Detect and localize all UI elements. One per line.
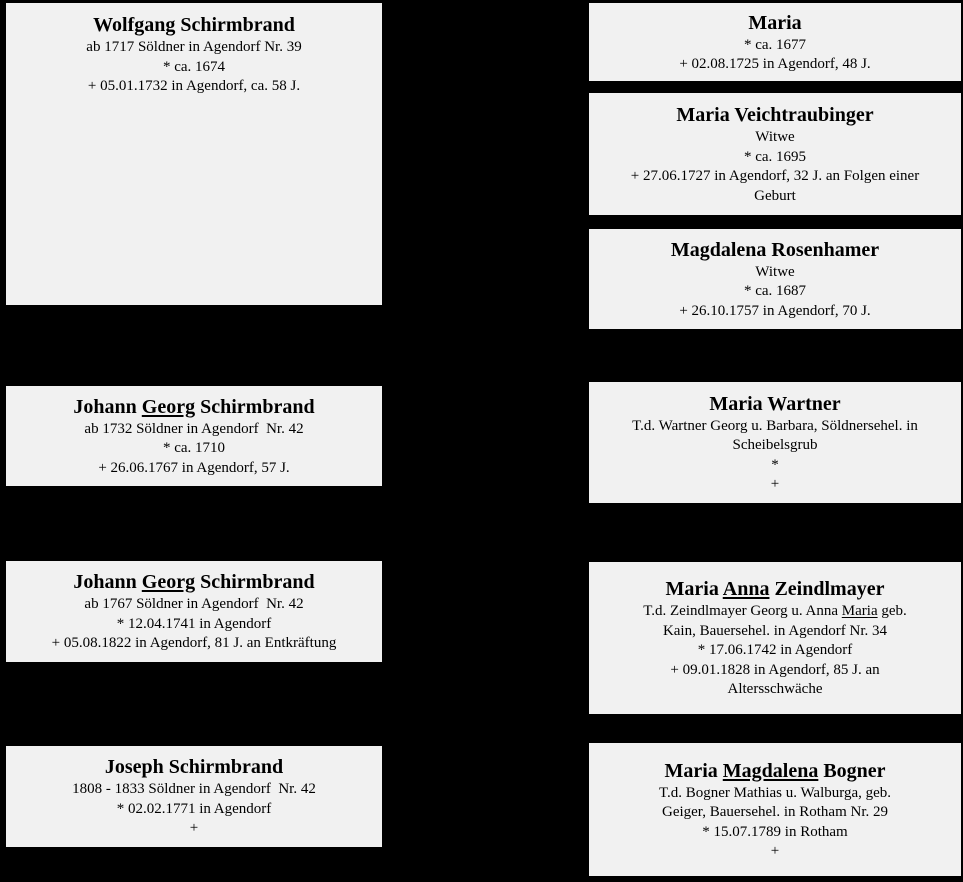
person-box-maria-anna-zeindlmayer: [588, 561, 962, 715]
person-box-johann-georg-schirmbrand-1: [5, 385, 383, 487]
text: + 27.06.1727 in Agendorf, 32 J. an Folgen einer: [630, 168, 920, 184]
person-name: [18, 394, 370, 420]
person-details: [601, 128, 949, 206]
text: + 05.01.1732 in Agendorf, ca. 58 J.: [87, 78, 301, 94]
text: + 05.08.1822 in Agendorf, 81 J. an Entkräftung: [51, 635, 337, 652]
detail-line: [18, 459, 370, 479]
text: T.d. Wartner Georg u. Barbara, Söldnersehel. in: [632, 417, 918, 434]
person-details: [601, 417, 949, 495]
person-name: [601, 10, 949, 36]
detail-line: [601, 456, 949, 476]
underlined-text: Maria: [841, 603, 878, 620]
text: Johann: [73, 395, 142, 418]
detail-line: [18, 58, 370, 78]
person-details: [18, 595, 370, 654]
detail-line: [601, 622, 949, 642]
text: Witwe: [755, 129, 795, 145]
text: Maria: [748, 11, 802, 34]
person-details: [18, 38, 370, 97]
person-name: [601, 102, 949, 128]
person-box-joseph-schirmbrand: [5, 745, 383, 848]
person-box-maria-wartner: [588, 381, 962, 504]
detail-line: [601, 823, 949, 843]
detail-line: [601, 167, 949, 187]
underlined-text: Georg: [141, 571, 196, 594]
underlined-text: Magdalena: [722, 759, 819, 782]
detail-line: [601, 803, 949, 823]
text: ab 1732 Söldner in Agendorf Nr. 42: [84, 420, 304, 437]
person-box-wolfgang-schirmbrand: [5, 2, 383, 306]
detail-line: [601, 602, 949, 622]
text: + 26.10.1757 in Agendorf, 70 J.: [679, 302, 871, 319]
text: +: [770, 843, 780, 859]
person-details: [18, 780, 370, 839]
underlined-text: Georg: [141, 395, 196, 418]
detail-line: [601, 436, 949, 456]
detail-line: [601, 302, 949, 322]
text: Witwe: [755, 263, 795, 280]
text: * ca. 1687: [743, 283, 807, 300]
text: Schirmbrand: [195, 571, 315, 594]
text: +: [770, 476, 780, 492]
person-box-maria: [588, 2, 962, 82]
person-details: [601, 784, 949, 862]
text: Scheibelsgrub: [732, 437, 818, 453]
text: +: [189, 820, 199, 837]
underlined-text: Anna: [722, 578, 770, 601]
detail-line: [18, 615, 370, 635]
text: + 09.01.1828 in Agendorf, 85 J. an: [670, 661, 880, 678]
person-box-johann-georg-schirmbrand-2: [5, 560, 383, 663]
person-box-maria-veichtraubinger: [588, 92, 962, 216]
detail-line: [601, 36, 949, 56]
text: Joseph Schirmbrand: [104, 756, 284, 779]
detail-line: [601, 680, 949, 700]
text: * ca. 1710: [162, 440, 226, 457]
text: Altersschwäche: [727, 681, 823, 698]
text: Magdalena Rosenhamer: [670, 238, 880, 261]
text: 1808 - 1833 Söldner in Agendorf Nr. 42: [72, 781, 316, 798]
detail-line: [601, 417, 949, 437]
person-details: [601, 602, 949, 700]
detail-line: [601, 641, 949, 661]
text: Maria Wartner: [709, 392, 841, 415]
person-details: [601, 36, 949, 75]
person-details: [601, 263, 949, 322]
text: * 02.02.1771 in Agendorf: [116, 800, 272, 817]
text: T.d. Bogner Mathias u. Walburga, geb.: [658, 784, 892, 801]
detail-line: [601, 842, 949, 862]
detail-line: [18, 420, 370, 440]
text: geb.: [877, 603, 907, 620]
text: * ca. 1674: [162, 58, 226, 75]
text: * 12.04.1741 in Agendorf: [116, 615, 272, 632]
detail-line: [18, 38, 370, 58]
detail-line: [601, 55, 949, 75]
detail-line: [18, 634, 370, 654]
detail-line: [18, 595, 370, 615]
person-name: [18, 12, 370, 38]
text: Maria: [664, 759, 723, 782]
person-name: [601, 237, 949, 263]
text: ab 1717 Söldner in Agendorf Nr. 39: [86, 39, 302, 55]
person-details: [18, 420, 370, 479]
text: Geburt: [754, 187, 796, 204]
text: * ca. 1695: [743, 148, 807, 165]
detail-line: [601, 282, 949, 302]
detail-line: [601, 661, 949, 681]
text: Bogner: [818, 759, 886, 782]
person-name: [18, 569, 370, 595]
text: Zeindlmayer: [769, 578, 885, 601]
person-name: [601, 391, 949, 417]
detail-line: [601, 475, 949, 495]
person-box-maria-magdalena-bogner: [588, 742, 962, 877]
detail-line: [18, 819, 370, 839]
detail-line: [18, 77, 370, 97]
text: Wolfgang Schirmbrand: [93, 14, 295, 36]
text: ab 1767 Söldner in Agendorf Nr. 42: [84, 596, 304, 613]
person-box-magdalena-rosenhamer: [588, 228, 962, 330]
text: T.d. Zeindlmayer Georg u. Anna: [643, 603, 842, 620]
detail-line: [601, 784, 949, 804]
detail-line: [601, 128, 949, 148]
text: Maria: [665, 578, 723, 601]
text: Schirmbrand: [195, 395, 315, 418]
text: * ca. 1677: [743, 36, 807, 53]
person-name: [601, 576, 949, 602]
person-name: [601, 758, 949, 784]
detail-line: [601, 263, 949, 283]
text: Maria Veichtraubinger: [676, 104, 874, 126]
detail-line: [601, 148, 949, 168]
text: Kain, Bauersehel. in Agendorf Nr. 34: [662, 622, 888, 639]
detail-line: [18, 800, 370, 820]
text: + 26.06.1767 in Agendorf, 57 J.: [98, 459, 290, 476]
text: + 02.08.1725 in Agendorf, 48 J.: [679, 56, 871, 72]
text: * 17.06.1742 in Agendorf: [697, 642, 853, 659]
text: Geiger, Bauersehel. in Rotham Nr. 29: [661, 804, 888, 820]
detail-line: [18, 439, 370, 459]
text: * 15.07.1789 in Rotham: [702, 823, 848, 840]
text: Johann: [73, 571, 142, 594]
detail-line: [18, 780, 370, 800]
text: *: [771, 456, 779, 473]
person-name: [18, 754, 370, 780]
detail-line: [601, 187, 949, 207]
